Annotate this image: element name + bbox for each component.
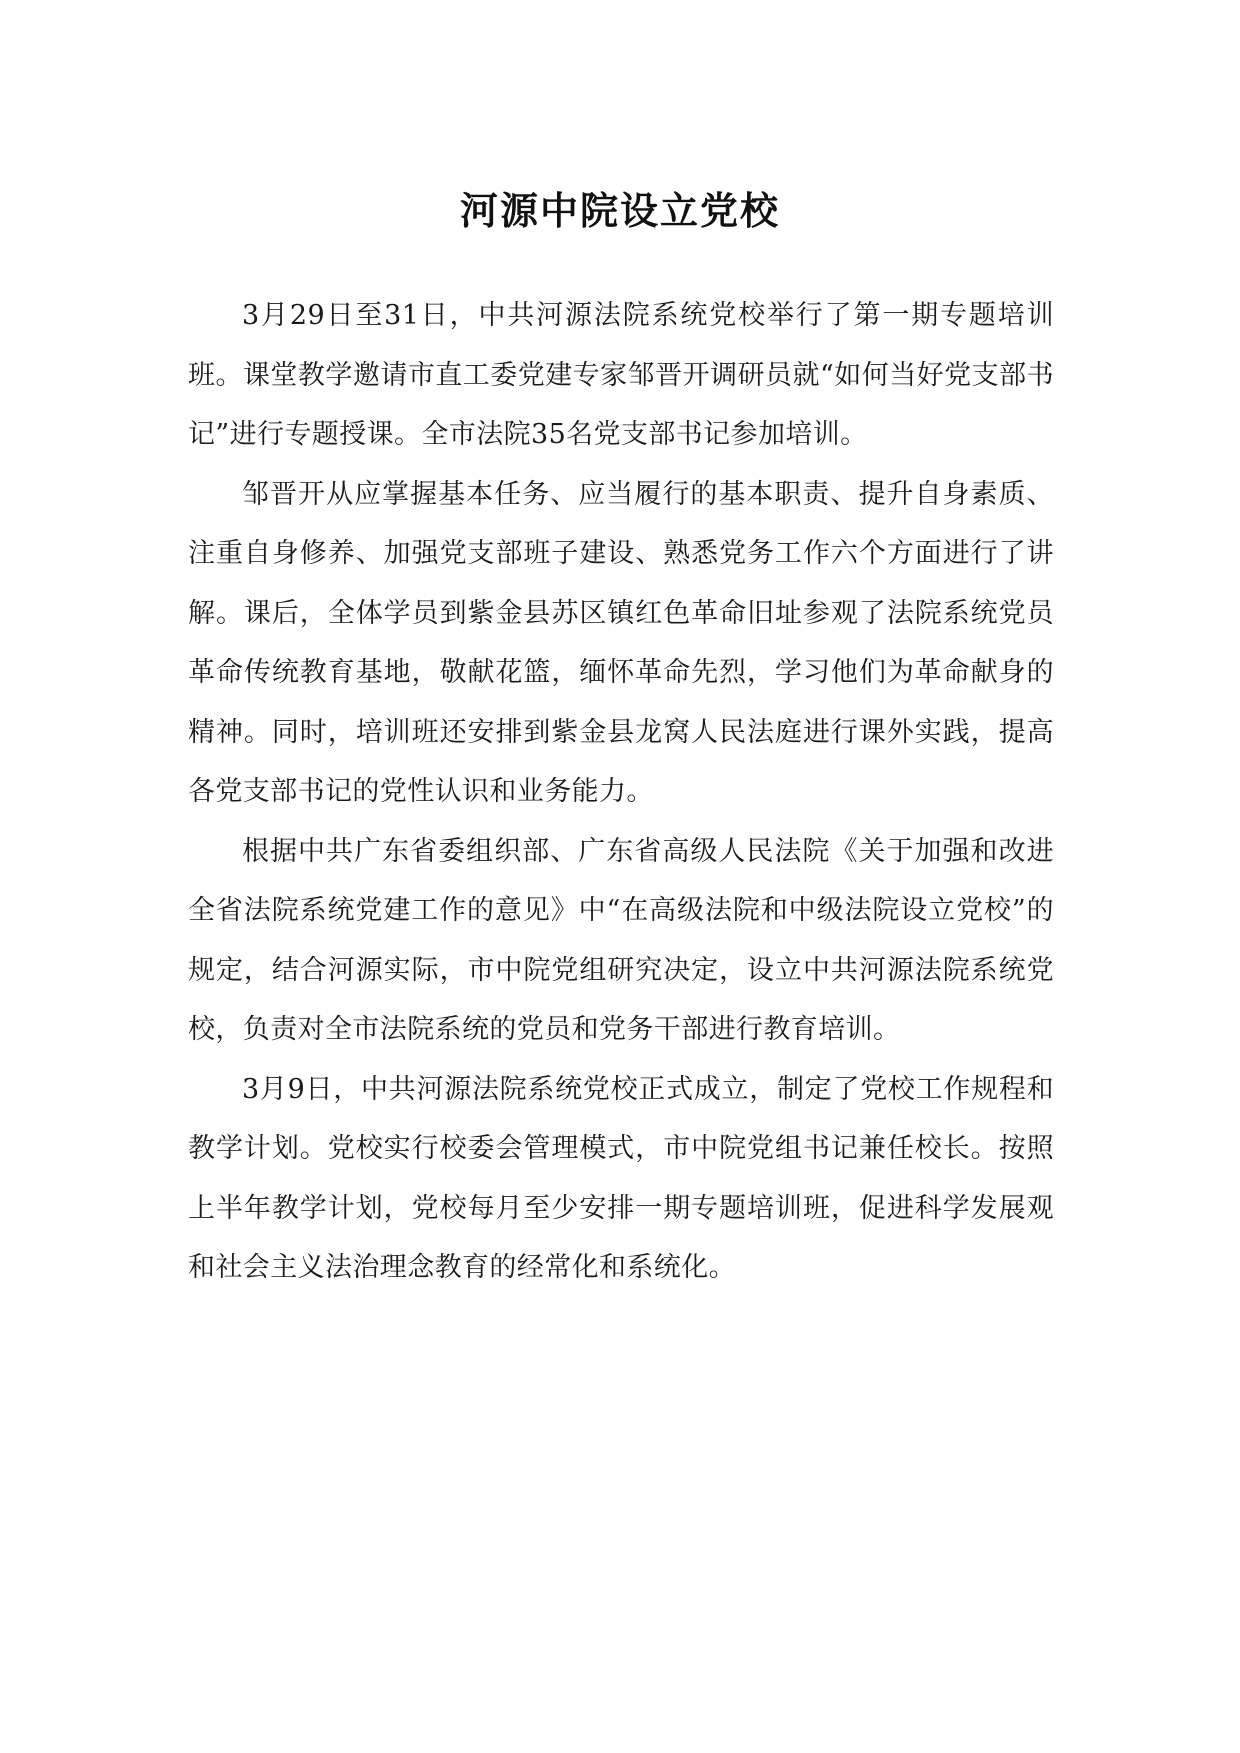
paragraph-4: 3月9日，中共河源法院系统党校正式成立，制定了党校工作规程和教学计划。党校实行校委会管理模式，市中院党组书记兼任校长。按照上半年教学计划，党校每月至少安排一期专题培训班，促进科学发展观和社会主义法治理念教育的经常化和系统化。 (188, 1073, 1054, 1283)
page-title: 河源中院设立党校 (459, 189, 780, 234)
paragraph-3: 根据中共广东省委组织部、广东省高级人民法院《关于加强和改进全省法院系统党建工作的意见》中“在高级法院和中级法院设立党校”的规定，结合河源实际，市中院党组研究决定，设立中共河源法院系统党校，负责对全市法院系统的党员和党务干部进行教育培训。 (188, 835, 1054, 1045)
paragraph-1: 3月29日至31日，中共河源法院系统党校举行了第一期专题培训班。课堂教学邀请市直工委党建专家邹晋开调研员就“如何当好党支部书记”进行专题授课。全市法院35名党支部书记参加培训。 (188, 300, 1054, 450)
article-body (188, 286, 1054, 1298)
paragraph-2: 邹晋开从应掌握基本任务、应当履行的基本职责、提升自身素质、注重自身修养、加强党支部班子建设、熟悉党务工作六个方面进行了讲解。课后，全体学员到紫金县苏区镇红色革命旧址参观了法院系统党员革命传统教育基地，敬献花篮，缅怀革命先烈，学习他们为革命献身的精神。同时，培训班还安排到紫金县龙窝人民法庭进行课外实践，提高各党支部书记的党性认识和业务能力。 (188, 478, 1054, 807)
